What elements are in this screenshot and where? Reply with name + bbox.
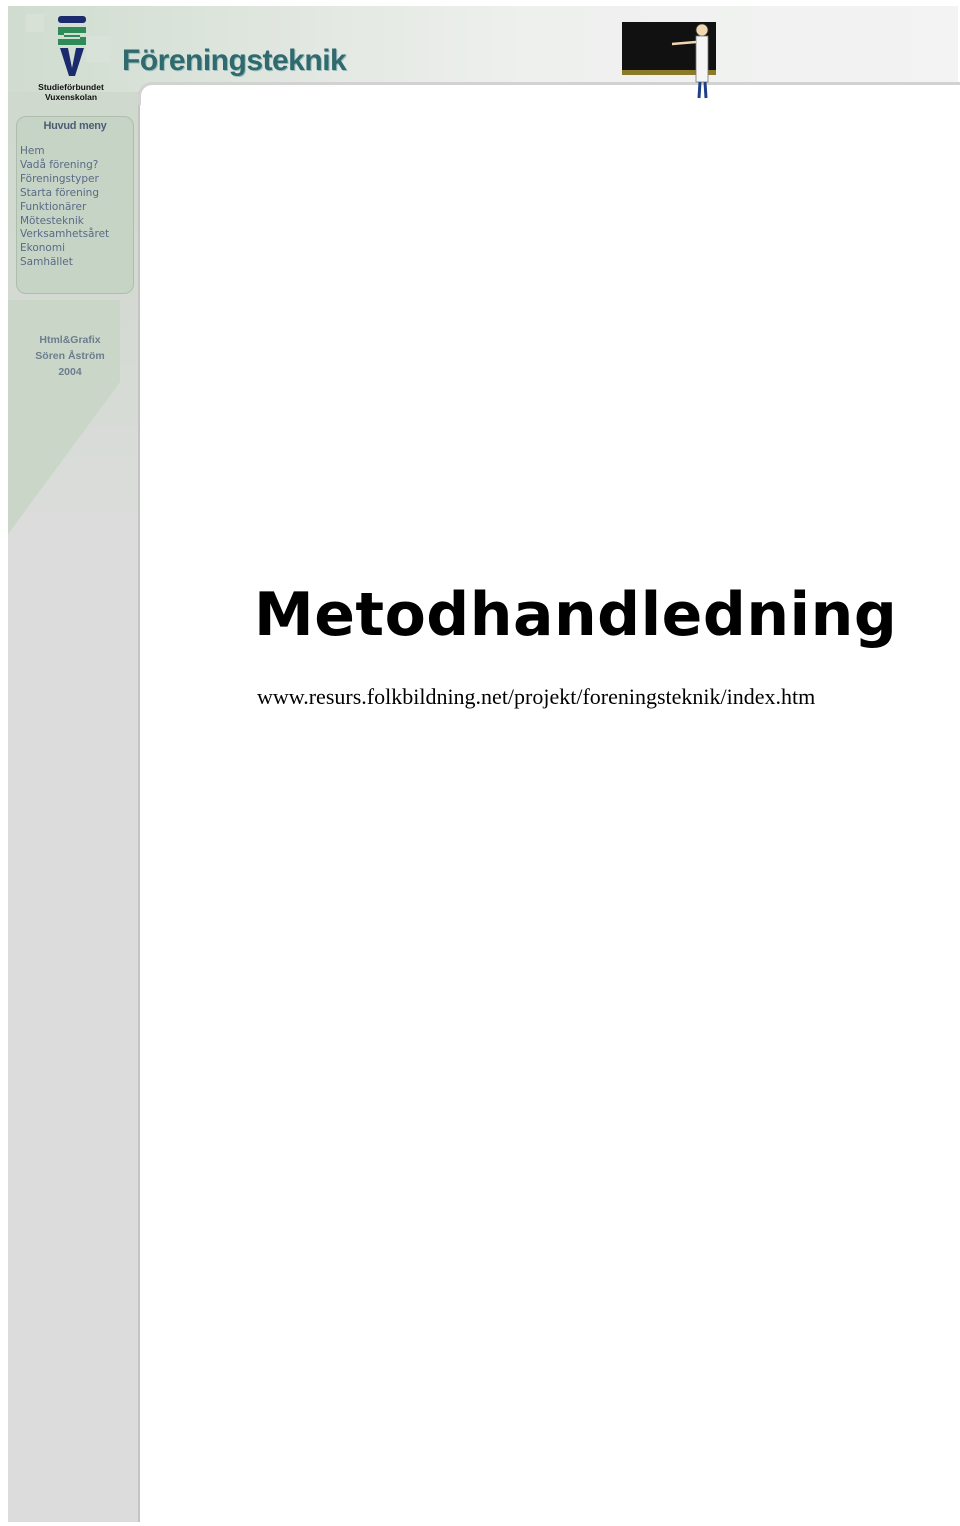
page-frame xyxy=(8,6,958,1522)
credit-line-2: Sören Åström xyxy=(35,350,105,362)
credit-line-1: Html&Grafix xyxy=(39,334,101,346)
credit-line-3: 2004 xyxy=(58,366,82,378)
main-menu xyxy=(20,145,109,270)
logo-text-line2: Vuxenskolan xyxy=(44,92,98,102)
source-url[interactable]: www.resurs.folkbildning.net/projekt/foreningsteknik/index.htm xyxy=(257,684,816,709)
credits xyxy=(20,332,120,380)
credit-panel-point xyxy=(8,382,120,534)
page-title: Metodhandledning xyxy=(254,580,898,650)
logo-text-line1: Studieförbundet xyxy=(38,82,104,92)
menu-item-verksamhetsaret[interactable]: Verksamhetsåret xyxy=(20,228,110,241)
content-frame-edge xyxy=(138,82,960,105)
menu-item-foreningstyper[interactable]: Föreningstyper xyxy=(20,172,99,185)
site-title[interactable]: Föreningsteknik xyxy=(122,44,347,77)
menu-item-funktionarer[interactable]: Funktionärer xyxy=(20,200,87,213)
menu-item-motesteknik[interactable]: Mötesteknik xyxy=(20,214,84,227)
menu-item-hem[interactable]: Hem xyxy=(20,145,45,157)
main-menu-title: Huvud meny xyxy=(43,120,107,132)
menu-item-samhallet[interactable]: Samhället xyxy=(20,256,73,269)
logo-caption xyxy=(24,82,118,102)
menu-item-vada-forening[interactable]: Vadå förening? xyxy=(20,158,99,171)
menu-item-ekonomi[interactable]: Ekonomi xyxy=(20,242,65,255)
menu-item-starta-forening[interactable]: Starta förening xyxy=(20,186,99,199)
teacher-blackboard-icon xyxy=(620,18,720,102)
